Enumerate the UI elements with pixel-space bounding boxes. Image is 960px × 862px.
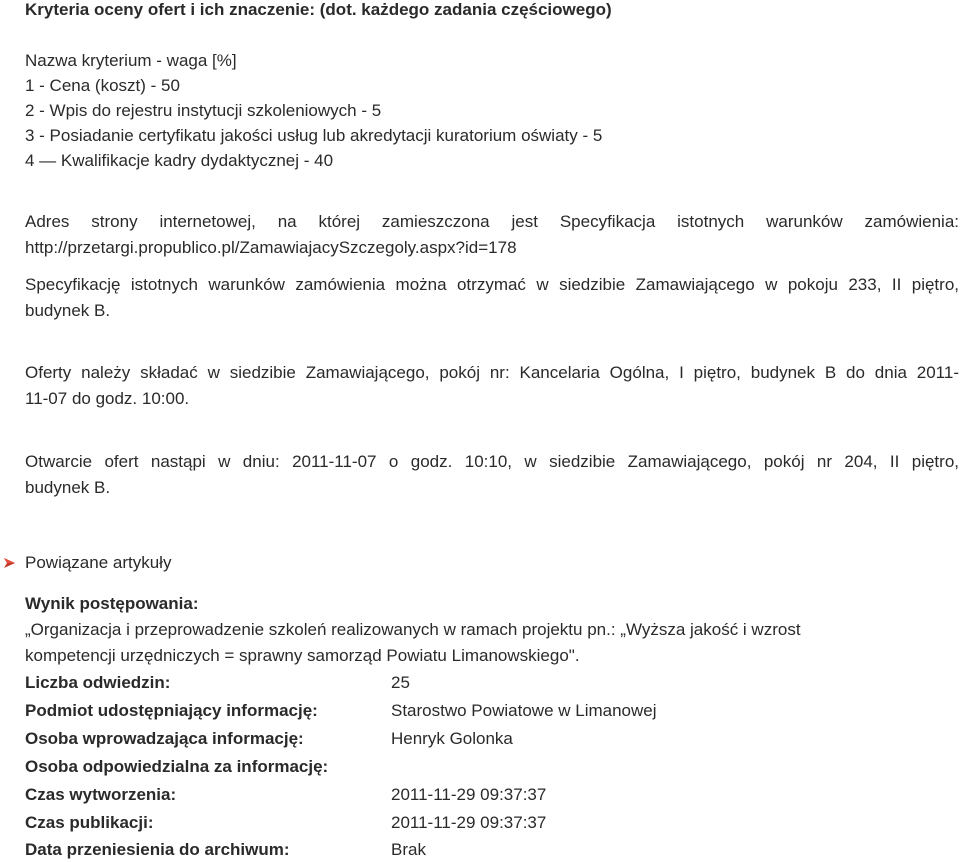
criteria-item: 4 — Kwalifikacje kadry dydaktycznej - 40 <box>25 151 334 170</box>
red-arrow-bullet-icon <box>3 557 17 569</box>
metadata-label: Data przeniesienia do archiwum: <box>25 840 290 859</box>
opening-paragraph-line1: Otwarcie ofert nastąpi w dniu: 2011-11-07 o godz. 10:10, w siedzibie Zamawiającego, pokój nr 204, II piętro, <box>25 452 959 471</box>
specification-url-link[interactable]: http://przetargi.propublico.pl/ZamawiajacySzczegoly.aspx?id=178 <box>25 238 517 257</box>
metadata-label: Czas publikacji: <box>25 813 154 832</box>
result-text-line2[interactable]: kompetencji urzędniczych = sprawny samorząd Powiatu Limanowskiego". <box>25 646 580 665</box>
metadata-label: Osoba odpowiedzialna za informację: <box>25 757 329 776</box>
related-articles-title[interactable]: Powiązane artykuły <box>25 553 172 572</box>
address-paragraph-line1: Adres strony internetowej, na której zamieszczona jest Specyfikacja istotnych warunków zamówienia: <box>25 212 959 231</box>
metadata-value: Henryk Golonka <box>391 729 513 748</box>
metadata-label: Czas wytworzenia: <box>25 785 177 804</box>
criteria-item: 3 - Posiadanie certyfikatu jakości usług lub akredytacji kuratorium oświaty - 5 <box>25 126 603 145</box>
offers-paragraph-line2: 11-07 do godz. 10:00. <box>25 389 190 408</box>
metadata-value: 2011-11-29 09:37:37 <box>391 813 547 832</box>
criteria-item: 2 - Wpis do rejestru instytucji szkoleniowych - 5 <box>25 101 382 120</box>
metadata-label: Osoba wprowadzająca informację: <box>25 729 304 748</box>
criteria-item: 1 - Cena (koszt) - 50 <box>25 76 180 95</box>
metadata-label: Liczba odwiedzin: <box>25 673 171 692</box>
specification-paragraph-line1: Specyfikację istotnych warunków zamówienia można otrzymać w siedzibie Zamawiającego w pokoju 233, II piętro, <box>25 275 959 294</box>
specification-paragraph-line2: budynek B. <box>25 301 111 320</box>
metadata-value: Starostwo Powiatowe w Limanowej <box>391 701 657 720</box>
metadata-value: 25 <box>391 673 410 692</box>
offers-paragraph-line1: Oferty należy składać w siedzibie Zamawiającego, pokój nr: Kancelaria Ogólna, I piętro, budynek B do dnia 2011- <box>25 363 959 382</box>
metadata-value: 2011-11-29 09:37:37 <box>391 785 547 804</box>
result-label: Wynik postępowania: <box>25 594 199 613</box>
metadata-label: Podmiot udostępniający informację: <box>25 701 318 720</box>
opening-paragraph-line2: budynek B. <box>25 478 111 497</box>
criteria-heading: Kryteria oceny ofert i ich znaczenie: (dot. każdego zadania częściowego) <box>25 0 612 19</box>
metadata-value: Brak <box>391 840 426 859</box>
result-text-line1[interactable]: „Organizacja i przeprowadzenie szkoleń realizowanych w ramach projektu pn.: „Wyższa jakość i wzrost <box>25 620 801 639</box>
criteria-table-header: Nazwa kryterium - waga [%] <box>25 51 237 70</box>
